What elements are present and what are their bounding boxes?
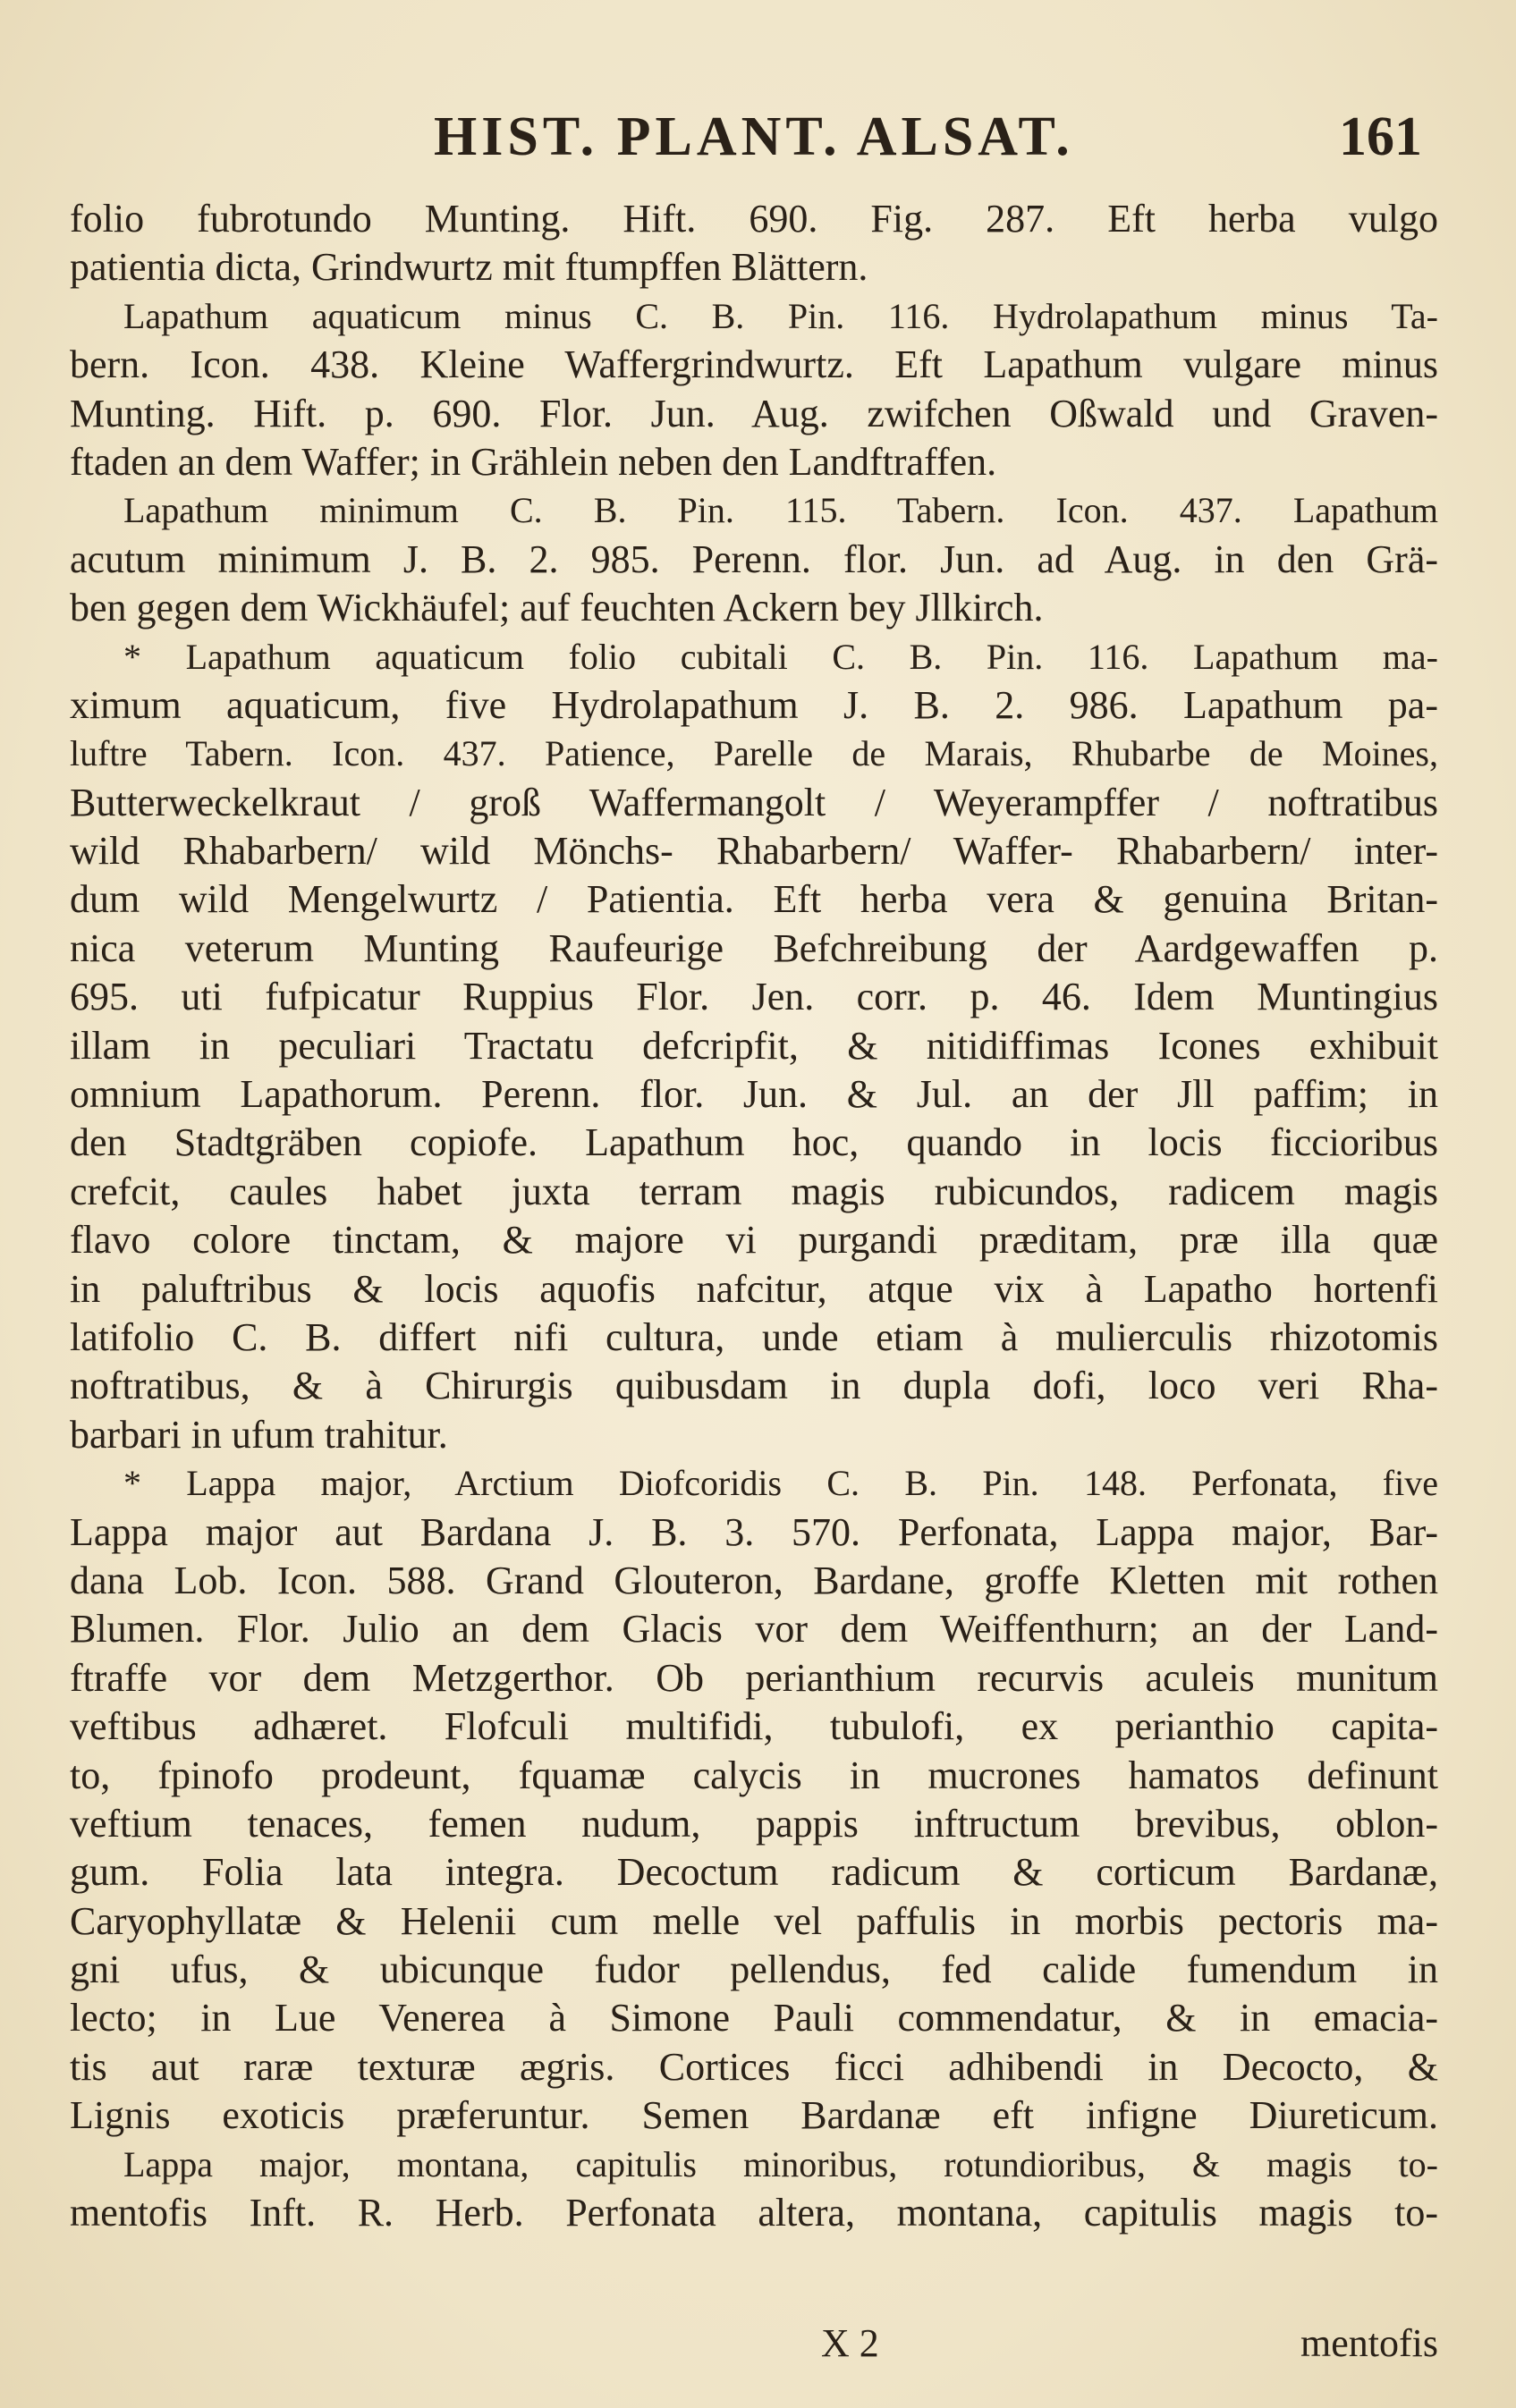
text-line: Blumen. Flor. Julio an dem Glacis vor dem Weiffenthurn; an der Land- (70, 1607, 1438, 1652)
text-line: ben gegen dem Wickhäufel; auf feuchten Ackern bey Jllkirch. (70, 586, 1044, 630)
text-line: Lapathum aquaticum minus C. B. Pin. 116. Hydrolapathum minus Ta- (123, 295, 1438, 336)
text-line: luftre Tabern. Icon. 437. Patience, Parelle de Marais, Rhubarbe de Moines, (70, 733, 1438, 774)
text-line: acutum minimum J. B. 2. 985. Perenn. flor. Jun. ad Aug. in den Grä- (70, 537, 1438, 581)
text-line: ftraffe vor dem Metzgerthor. Ob perianthium recurvis aculeis munitum (70, 1655, 1438, 1700)
page-number: 161 (1339, 106, 1422, 167)
text-line: nica veterum Munting Raufeurige Befchreibung der Aardgewaffen p. (70, 925, 1438, 970)
text-line: Lappa major, montana, capitulis minoribus, rotundioribus, & magis to- (123, 2143, 1438, 2184)
page-header (72, 106, 1440, 168)
text-line: ximum aquaticum, five Hydrolapathum J. B. 2. 986. Lapathum pa- (70, 682, 1438, 727)
text-line: gum. Folia lata integra. Decoctum radicum & corticum Bardanæ, (70, 1850, 1438, 1895)
text-line: ftaden an dem Waffer; in Grählein neben den Landftraffen. (70, 439, 997, 484)
page-footer (70, 2320, 1438, 2374)
text-line: * Lapathum aquaticum folio cubitali C. B. Pin. 116. Lapathum ma- (123, 636, 1438, 677)
text-line: barbari in ufum trahitur. (70, 1412, 448, 1457)
text-line: bern. Icon. 438. Kleine Waffergrindwurtz. Eft Lapathum vulgare minus (70, 342, 1438, 387)
text-line: tis aut raræ texturæ ægris. Cortices ficci adhibendi in Decocto, & (70, 2044, 1438, 2089)
text-line: * Lappa major, Arctium Diofcoridis C. B. Pin. 148. Perfonata, five (123, 1463, 1438, 1504)
text-line: veftium tenaces, femen nudum, pappis inftructum brevibus, oblon- (70, 1801, 1438, 1846)
signature-mark: X 2 (821, 2321, 879, 2365)
running-title: HIST. PLANT. ALSAT. (434, 106, 1074, 167)
catchword: mentofis (1300, 2321, 1438, 2365)
text-line: folio fubrotundo Munting. Hift. 690. Fig. 287. Eft herba vulgo (70, 197, 1438, 241)
text-line: dum wild Mengelwurtz / Patientia. Eft herba vera & genuina Britan- (70, 877, 1438, 922)
text-line: noftratibus, & à Chirurgis quibusdam in dupla dofi, loco veri Rha- (70, 1364, 1438, 1408)
text-line: latifolio C. B. differt nifi cultura, unde etiam à mulierculis rhizotomis (70, 1314, 1438, 1359)
text-line: omnium Lapathorum. Perenn. flor. Jun. & Jul. an der Jll paffim; in (70, 1072, 1438, 1117)
text-line: wild Rhabarbern/ wild Mönchs- Rhabarbern/ Waffer- Rhabarbern/ inter- (70, 829, 1438, 874)
text-line: Lapathum minimum C. B. Pin. 115. Tabern. Icon. 437. Lapathum (123, 490, 1438, 531)
text-line: Butterweckelkraut / groß Waffermangolt / Weyerampffer / noftratibus (70, 780, 1438, 824)
text-line: patientia dicta, Grindwurtz mit ftumpffen Blättern. (70, 245, 868, 290)
text-line: den Stadtgräben copiofe. Lapathum hoc, quando in locis ficcioribus (70, 1120, 1438, 1165)
text-line: Munting. Hift. p. 690. Flor. Jun. Aug. zwifchen Oßwald und Graven- (70, 391, 1438, 435)
text-line: Caryophyllatæ & Helenii cum melle vel paffulis in morbis pectoris ma- (70, 1898, 1438, 1943)
text-line: flavo colore tinctam, & majore vi purgandi præditam, præ illa quæ (70, 1218, 1438, 1263)
body-text (70, 195, 1438, 2237)
text-line: illam in peculiari Tractatu defcripfit, & nitidiffimas Icones exhibuit (70, 1023, 1438, 1068)
text-line: gni ufus, & ubicunque fudor pellendus, fed calide fumendum in (70, 1948, 1438, 1992)
text-line: dana Lob. Icon. 588. Grand Glouteron, Bardane, groffe Kletten mit rothen (70, 1558, 1438, 1602)
text-line: 695. uti fufpicatur Ruppius Flor. Jen. corr. p. 46. Idem Muntingius (70, 975, 1438, 1019)
text-line: Lappa major aut Bardana J. B. 3. 570. Perfonata, Lappa major, Bar- (70, 1509, 1438, 1554)
text-line: mentofis Inft. R. Herb. Perfonata altera, montana, capitulis magis to- (70, 2191, 1438, 2235)
text-line: crefcit, caules habet juxta terram magis rubicundos, radicem magis (70, 1169, 1438, 1213)
text-line: Lignis exoticis præferuntur. Semen Bardanæ eft infigne Diureticum. (70, 2093, 1438, 2138)
text-line: to, fpinofo prodeunt, fquamæ calycis in mucrones hamatos definunt (70, 1753, 1438, 1797)
text-line: veftibus adhæret. Flofculi multifidi, tubulofi, ex perianthio capita- (70, 1704, 1438, 1749)
text-line: lecto; in Lue Venerea à Simone Pauli commendatur, & in emacia- (70, 1996, 1438, 2040)
text-line: in paluftribus & locis aquofis nafcitur, atque vix à Lapatho hortenfi (70, 1266, 1438, 1311)
